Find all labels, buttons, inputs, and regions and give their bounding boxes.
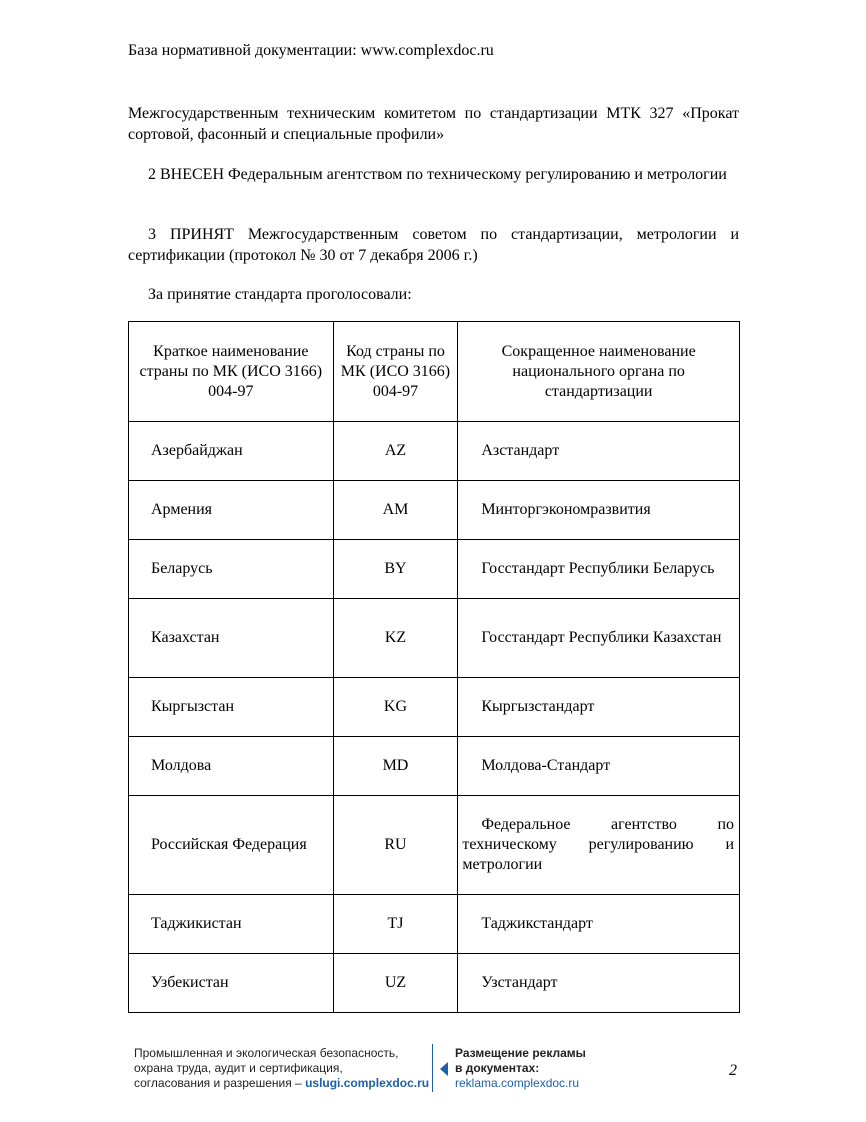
footer-ads-block xyxy=(455,1046,586,1091)
country-code: BY xyxy=(333,540,458,599)
header-national-body: Сокращенное наименование национального органа по стандартизации xyxy=(458,322,740,422)
footer-left-line: охрана труда, аудит и сертификация, xyxy=(134,1061,343,1075)
footer-left-line: Промышленная и экологическая безопасность, xyxy=(134,1046,399,1060)
national-body: Минторгэкономразвития xyxy=(458,481,740,540)
paragraph-mtk: Межгосударственным техническим комитетом по стандартизации МТК 327 «Прокат сортовой, фасонный и специальные профили» xyxy=(128,105,739,143)
national-body: Федеральное агентство по техническому регулированию и метрологии xyxy=(458,796,740,895)
country-code: MD xyxy=(333,737,458,796)
country-code: AZ xyxy=(333,422,458,481)
country-code: UZ xyxy=(333,954,458,1013)
country-name: Беларусь xyxy=(129,540,334,599)
paragraph-voted: За принятие стандарта проголосовали: xyxy=(148,286,412,303)
footer-right-line: в документах: xyxy=(455,1061,540,1075)
table-row xyxy=(129,678,740,737)
paragraph-vnesen: 2 ВНЕСЕН Федеральным агентством по техническому регулированию и метрологии xyxy=(148,166,727,183)
national-body: Молдова-Стандарт xyxy=(458,737,740,796)
table-row xyxy=(129,954,740,1013)
table-row xyxy=(129,599,740,678)
page-header: База нормативной документации: www.complexdoc.ru xyxy=(128,42,494,59)
table-row xyxy=(129,540,740,599)
country-code: AM xyxy=(333,481,458,540)
table-header-row xyxy=(129,322,740,422)
paragraph-prinyat: 3 ПРИНЯТ Межгосударственным советом по стандартизации, метрологии и сертификации (протокол № 30 от 7 декабря 2006 г.) xyxy=(128,226,739,264)
footer-right-line: Размещение рекламы xyxy=(455,1046,586,1060)
national-body: Госстандарт Республики Беларусь xyxy=(458,540,740,599)
country-code: KZ xyxy=(333,599,458,678)
arrow-left-icon xyxy=(440,1062,448,1076)
header-country-code: Код страны по МК (ИСО 3166) 004-97 xyxy=(333,322,458,422)
national-body: Таджикстандарт xyxy=(458,895,740,954)
header-country-name: Краткое наименование страны по МК (ИСО 3166) 004-97 xyxy=(129,322,334,422)
uslugi-link[interactable]: uslugi.complexdoc.ru xyxy=(305,1076,430,1090)
country-name: Молдова xyxy=(129,737,334,796)
reklama-link[interactable]: reklama.complexdoc.ru xyxy=(455,1076,580,1090)
country-name: Таджикистан xyxy=(129,895,334,954)
national-body: Госстандарт Республики Казахстан xyxy=(458,599,740,678)
national-body: Кыргызстандарт xyxy=(458,678,740,737)
country-name: Узбекистан xyxy=(129,954,334,1013)
national-body: Узстандарт xyxy=(458,954,740,1013)
country-name: Кыргызстан xyxy=(129,678,334,737)
country-name: Армения xyxy=(129,481,334,540)
table-row xyxy=(129,895,740,954)
national-body: Азстандарт xyxy=(458,422,740,481)
page-number: 2 xyxy=(729,1062,737,1079)
country-name: Казахстан xyxy=(129,599,334,678)
table-row xyxy=(129,481,740,540)
footer-left-line-with-link xyxy=(134,1076,429,1091)
footer-services-block xyxy=(134,1046,429,1091)
footer-divider xyxy=(432,1044,433,1092)
voting-table xyxy=(128,321,740,1013)
country-name: Азербайджан xyxy=(129,422,334,481)
table-row xyxy=(129,422,740,481)
country-code: KG xyxy=(333,678,458,737)
table-row xyxy=(129,796,740,895)
country-code: TJ xyxy=(333,895,458,954)
country-name: Российская Федерация xyxy=(129,796,334,895)
country-code: RU xyxy=(333,796,458,895)
table-row xyxy=(129,737,740,796)
footer-left-text: согласования и разрешения – xyxy=(134,1076,306,1090)
